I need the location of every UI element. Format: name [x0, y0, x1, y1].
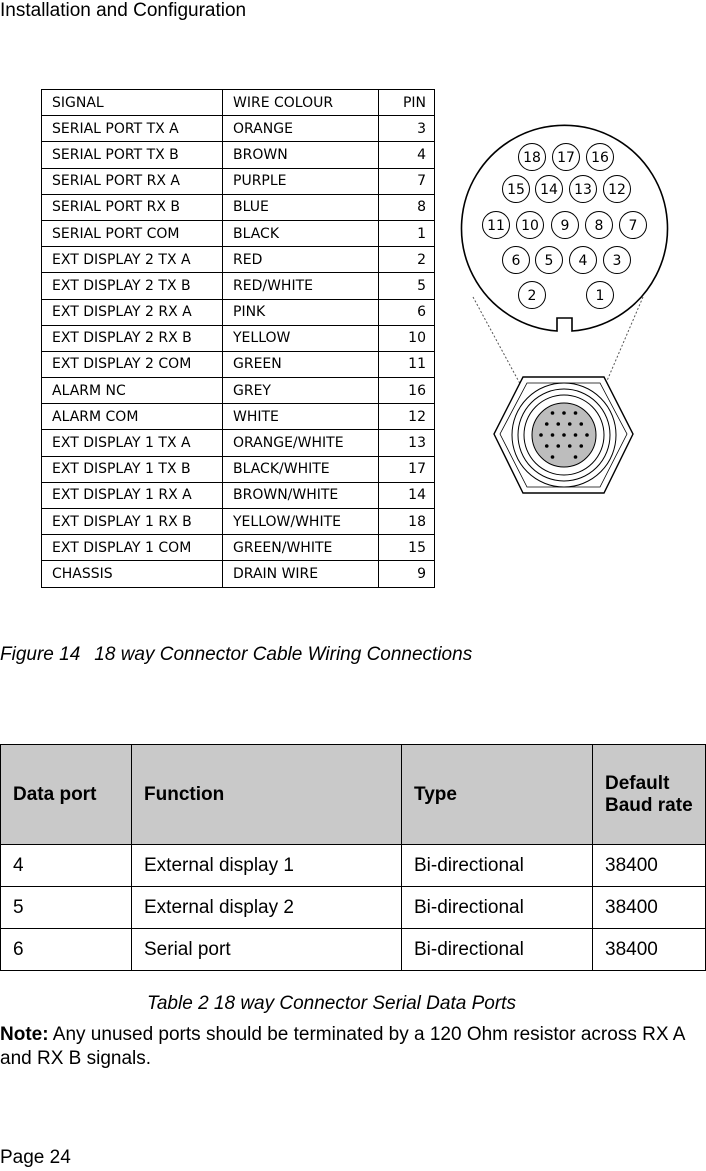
note-paragraph: [0, 1023, 706, 1071]
cell-function: Serial port: [132, 929, 402, 971]
cell-pin: 18: [379, 509, 435, 535]
cell-port: 4: [1, 845, 132, 887]
data-ports-table: [0, 744, 706, 971]
cell-wire-colour: BLACK/WHITE: [223, 456, 379, 482]
pin-label: 16: [591, 150, 609, 166]
header-signal: SIGNAL: [42, 90, 223, 116]
header-data-port: Data port: [1, 745, 132, 845]
pin-dot: [551, 455, 555, 459]
cell-pin: 9: [379, 561, 435, 587]
figure-title: 18 way Connector Cable Wiring Connections: [94, 644, 473, 665]
table-row: [1, 887, 706, 929]
pin-dot: [568, 422, 572, 426]
cell-wire-colour: PINK: [223, 299, 379, 325]
cell-wire-colour: GREEN/WHITE: [223, 535, 379, 561]
cell-wire-colour: YELLOW/WHITE: [223, 509, 379, 535]
cell-pin: 10: [379, 325, 435, 351]
header-baud-rate: Default Baud rate: [593, 745, 706, 845]
pin-dot: [556, 444, 560, 448]
cell-pin: 8: [379, 194, 435, 220]
cell-signal: CHASSIS: [42, 561, 223, 587]
header-function: Function: [132, 745, 402, 845]
cell-signal: SERIAL PORT RX B: [42, 194, 223, 220]
cell-pin: 6: [379, 299, 435, 325]
cell-signal: EXT DISPLAY 2 TX B: [42, 273, 223, 299]
pin-label: 5: [544, 253, 554, 269]
pin-dot: [562, 433, 566, 437]
pin-label: 9: [560, 218, 570, 234]
cell-baud: 38400: [593, 887, 706, 929]
cell-signal: EXT DISPLAY 1 TX B: [42, 456, 223, 482]
cell-signal: EXT DISPLAY 1 COM: [42, 535, 223, 561]
cell-signal: SERIAL PORT RX A: [42, 168, 223, 194]
cell-signal: ALARM COM: [42, 404, 223, 430]
cell-pin: 4: [379, 142, 435, 168]
table-row: [1, 929, 706, 971]
figure-number: Figure 14: [0, 644, 81, 665]
header-wire-colour: WIRE COLOUR: [223, 90, 379, 116]
note-text: Any unused ports should be terminated by a 120 Ohm resistor across RX A and RX B signals.: [0, 1024, 685, 1069]
cell-wire-colour: PURPLE: [223, 168, 379, 194]
cell-wire-colour: BROWN: [223, 142, 379, 168]
pin-label: 13: [574, 182, 592, 198]
cell-signal: EXT DISPLAY 1 TX A: [42, 430, 223, 456]
pin-label: 17: [557, 150, 575, 166]
pin-dot: [545, 422, 549, 426]
cell-pin: 3: [379, 116, 435, 142]
pin-dot: [574, 433, 578, 437]
cell-wire-colour: RED: [223, 247, 379, 273]
cell-type: Bi-directional: [402, 887, 593, 929]
cell-pin: 15: [379, 535, 435, 561]
pin-label: 12: [608, 182, 626, 198]
cell-baud: 38400: [593, 845, 706, 887]
pin-dot: [574, 411, 578, 415]
cell-port: 6: [1, 929, 132, 971]
cell-signal: SERIAL PORT TX B: [42, 142, 223, 168]
cell-wire-colour: ORANGE/WHITE: [223, 430, 379, 456]
cell-signal: ALARM NC: [42, 378, 223, 404]
figure-caption: [0, 644, 472, 666]
cell-wire-colour: BLUE: [223, 194, 379, 220]
cell-wire-colour: BLACK: [223, 220, 379, 246]
header-pin: PIN: [379, 90, 435, 116]
pin-label: 2: [527, 288, 537, 304]
pin-dot: [551, 411, 555, 415]
cell-wire-colour: WHITE: [223, 404, 379, 430]
cell-signal: EXT DISPLAY 2 RX B: [42, 325, 223, 351]
pin-dot: [551, 433, 555, 437]
cell-type: Bi-directional: [402, 845, 593, 887]
cell-signal: EXT DISPLAY 2 TX A: [42, 247, 223, 273]
cell-signal: EXT DISPLAY 2 COM: [42, 351, 223, 377]
page-header: Installation and Configuration: [0, 0, 247, 21]
pin-dot: [579, 444, 583, 448]
cell-pin: 5: [379, 273, 435, 299]
pin-dot: [556, 422, 560, 426]
cell-wire-colour: DRAIN WIRE: [223, 561, 379, 587]
table-caption: Table 2 18 way Connector Serial Data Ports: [147, 993, 516, 1014]
cell-wire-colour: YELLOW: [223, 325, 379, 351]
table-row: [1, 845, 706, 887]
cell-wire-colour: RED/WHITE: [223, 273, 379, 299]
cell-pin: 13: [379, 430, 435, 456]
pin-dot: [545, 444, 549, 448]
cell-port: 5: [1, 887, 132, 929]
cell-pin: 1: [379, 220, 435, 246]
cell-signal: SERIAL PORT COM: [42, 220, 223, 246]
pin-dot: [539, 433, 543, 437]
cell-function: External display 2: [132, 887, 402, 929]
pin-label: 18: [523, 150, 541, 166]
cell-pin: 17: [379, 456, 435, 482]
pin-dot: [562, 411, 566, 415]
pin-label: 14: [540, 182, 558, 198]
cell-type: Bi-directional: [402, 929, 593, 971]
cell-pin: 14: [379, 482, 435, 508]
cell-function: External display 1: [132, 845, 402, 887]
pin-label: 15: [507, 182, 525, 198]
cell-wire-colour: ORANGE: [223, 116, 379, 142]
cell-signal: EXT DISPLAY 1 RX B: [42, 509, 223, 535]
pin-dot: [585, 433, 589, 437]
cell-signal: EXT DISPLAY 1 RX A: [42, 482, 223, 508]
cell-wire-colour: BROWN/WHITE: [223, 482, 379, 508]
pin-label: 7: [628, 218, 638, 234]
cell-pin: 12: [379, 404, 435, 430]
pin-label: 4: [578, 253, 588, 269]
cell-signal: EXT DISPLAY 2 RX A: [42, 299, 223, 325]
cell-pin: 7: [379, 168, 435, 194]
cell-pin: 11: [379, 351, 435, 377]
header-type: Type: [402, 745, 593, 845]
pin-label: 10: [521, 218, 539, 234]
cell-pin: 2: [379, 247, 435, 273]
note-label: Note:: [0, 1024, 49, 1045]
pin-label: 6: [511, 253, 521, 269]
pin-dot: [568, 444, 572, 448]
cell-wire-colour: GREY: [223, 378, 379, 404]
cell-wire-colour: GREEN: [223, 351, 379, 377]
pin-label: 3: [612, 253, 622, 269]
cell-signal: SERIAL PORT TX A: [42, 116, 223, 142]
pin-dot: [574, 455, 578, 459]
page-footer: Page 24: [0, 1147, 71, 1168]
pin-dot: [579, 422, 583, 426]
pin-label: 11: [487, 218, 505, 234]
table-header-row: [1, 745, 706, 845]
pin-label: 8: [594, 218, 604, 234]
cell-pin: 16: [379, 378, 435, 404]
pin-label: 1: [595, 288, 605, 304]
cell-baud: 38400: [593, 929, 706, 971]
connector-body: [494, 377, 633, 493]
